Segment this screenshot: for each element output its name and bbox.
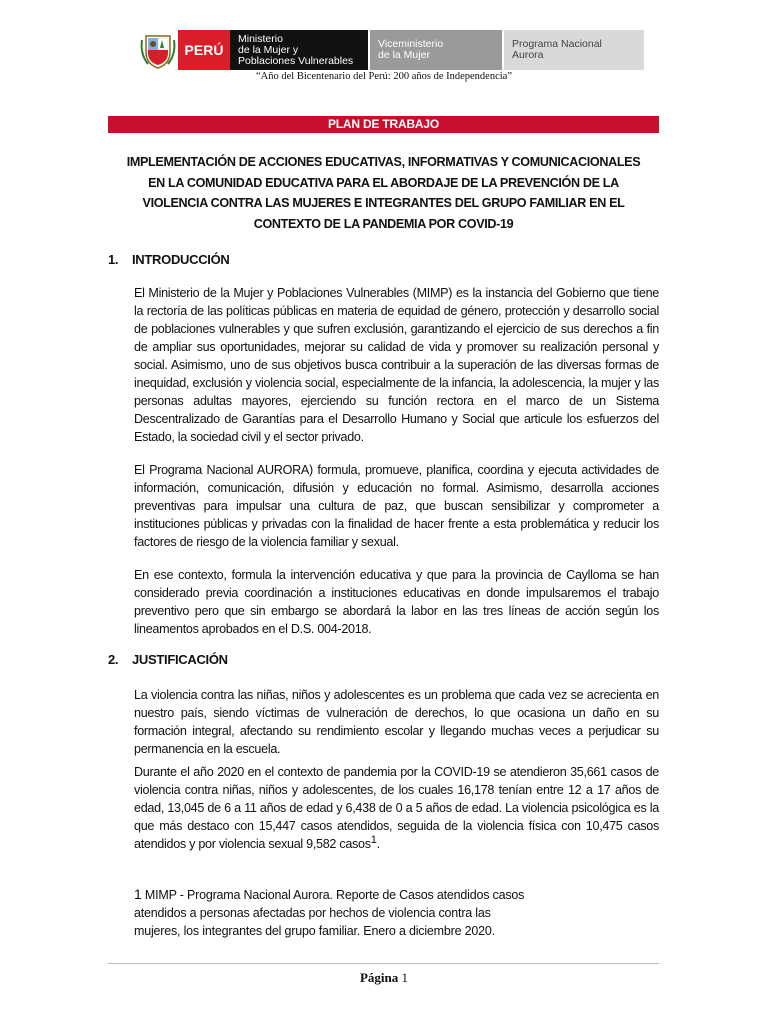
footnote-reference: 1 xyxy=(370,833,377,846)
program-line: Programa Nacional xyxy=(512,38,602,50)
section-title: JUSTIFICACIÓN xyxy=(132,652,228,667)
section-number: 2. xyxy=(108,652,119,667)
paragraph: El Ministerio de la Mujer y Poblaciones Vulnerables (MIMP) es la instancia del Gobierno que tiene la rectoría de las políticas públicas en materia de equidad de género, protección y desarrollo social de poblaciones vulnerables y que sufren exclusión, garantizando el ejercicio de sus derechos a fin de ampliar sus oportunidades, mejorar su calidad de vida y promover su realización personal y social. Asimismo, uno de sus objetivos busca contribuir a la superación de las diversas formas de inequidad, exclusión y violencia social, especialmente de la infancia, la adolescencia, la mujer y las personas adultas mayores, ejerciendo su función rectora en el marco de un Sistema Descentralizado de Garantías para el Desarrollo Humano y Social que articule los esfuerzos del Estado, la sociedad civil y el sector privado. xyxy=(134,286,659,444)
vice-line: Viceministerio xyxy=(378,38,444,50)
ministry-line: Poblaciones Vulnerables xyxy=(238,55,354,67)
program-line: Aurora xyxy=(512,49,544,61)
document-title xyxy=(108,152,659,234)
year-motto: “Año del Bicentenario del Perú: 200 años de Independencia” xyxy=(256,71,512,82)
coat-of-arms-icon xyxy=(138,30,178,70)
paragraph-end: . xyxy=(376,837,380,851)
section-heading-introduccion xyxy=(108,252,230,267)
page-label: Página xyxy=(359,970,399,985)
peru-logo xyxy=(178,30,230,70)
page-footer xyxy=(0,970,768,986)
paragraph-text: Durante el año 2020 en el contexto de pandemia por la COVID-19 se atendieron 35,661 casos de violencia contra niñas, niños y adolescentes, de los cuales 16,178 tenían entre 12 a 17 años de edad, 13,045 de 6 a 11 años de edad y 6,438 de 0 a 5 años de edad. La violencia psicológica es la que más destaco con 15,447 casos atendidos, seguida de la violencia física con 10,475 casos atendidos y por violencia sexual 9,582 casos xyxy=(134,765,659,851)
footnote-mark: 1 xyxy=(134,886,142,902)
paragraph: La violencia contra las niñas, niños y adolescentes es un problema que cada vez se acrecienta en nuestro país, siendo víctimas de vulneración de derechos, lo que ocasiona un daño en su formación integral, afectando su rendimiento escolar y llegando muchas veces a perjudicar su permanencia en la escuela. xyxy=(134,688,659,756)
header-logos xyxy=(138,30,658,70)
plan-title-bar: PLAN DE TRABAJO xyxy=(108,116,659,133)
ministry-line: Ministerio xyxy=(238,33,283,45)
footer-divider xyxy=(108,963,659,964)
ministry-line: de la Mujer y xyxy=(238,44,299,56)
paragraph-with-footnote xyxy=(134,763,659,853)
title-line: IMPLEMENTACIÓN DE ACCIONES EDUCATIVAS, INFORMATIVAS Y COMUNICACIONALES xyxy=(126,155,641,169)
title-line: CONTEXTO DE LA PANDEMIA POR COVID-19 xyxy=(253,216,514,231)
program-logo xyxy=(504,30,644,70)
section-heading-justificacion xyxy=(108,652,228,667)
title-line: EN LA COMUNIDAD EDUCATIVA PARA EL ABORDAJE DE LA PREVENCIÓN DE LA xyxy=(148,175,619,190)
paragraph: El Programa Nacional AURORA) formula, promueve, planifica, coordina y ejecuta actividades de información, comunicación, difusión y educación no formal. Asimismo, desarrolla acciones preventivas para impulsar una cultura de paz, que buscan sensibilizar y comprometer a instituciones públicas y privadas con la finalidad de hacer frente a esta problemática y reducir los factores de riesgo de la violencia familiar y sexual. xyxy=(134,463,659,549)
footnote-text: MIMP - Programa Nacional Aurora. Reporte de Casos atendidos casos atendidos a personas afectadas por hechos de violencia contra las mujeres, los integrantes del grupo familiar. Enero a diciembre 2020. xyxy=(134,888,525,938)
paragraph: En ese contexto, formula la intervención educativa y que para la provincia de Caylloma se han considerado previa coordinación a instituciones educativas en donde impulsaremos el trabajo preventivo pero que sin embargo se abordará la labor en las tres líneas de acción según los lineamentos aprobados en el D.S. 004-2018. xyxy=(134,568,659,636)
section-number: 1. xyxy=(108,252,119,267)
vice-line: de la Mujer xyxy=(378,49,430,61)
title-line: VIOLENCIA CONTRA LAS MUJERES E INTEGRANTES DEL GRUPO FAMILIAR EN EL xyxy=(142,196,625,210)
page-number: 1 xyxy=(401,970,409,985)
ministry-logo xyxy=(230,30,368,70)
section-title: INTRODUCCIÓN xyxy=(132,252,230,267)
peru-label: PERÚ xyxy=(184,42,224,58)
viceministry-logo xyxy=(370,30,502,70)
footnote xyxy=(134,885,534,940)
